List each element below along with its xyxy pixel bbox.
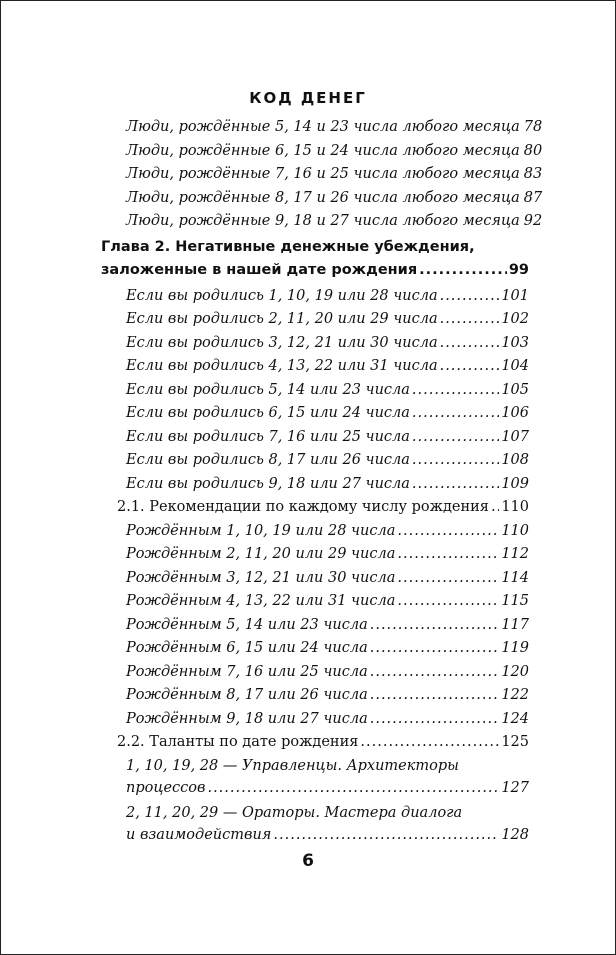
toc-leader — [370, 617, 500, 633]
toc-page-number: 124 — [501, 711, 529, 727]
toc-page-number: 105 — [501, 382, 529, 398]
chapter-title: Глава 2. Негативные денежные убеждения, — [101, 239, 475, 255]
toc-leader — [419, 262, 507, 278]
toc-leader — [397, 570, 499, 586]
toc-entry — [126, 119, 543, 141]
toc-leader — [412, 405, 499, 421]
toc-entry — [126, 546, 529, 568]
toc-entry-title: Если вы родились 3, 12, 21 или 30 числа — [126, 335, 438, 351]
toc-page-number: 92 — [523, 213, 543, 229]
toc-leader — [440, 288, 500, 304]
toc-page-number: 106 — [501, 405, 529, 421]
toc-page-number: 122 — [501, 687, 529, 703]
toc-leader — [207, 780, 499, 796]
toc-entry-title-cont: процессов — [126, 780, 206, 796]
toc-entry-title: Рождённым 1, 10, 19 или 28 числа — [126, 523, 396, 539]
toc-leader — [440, 335, 500, 351]
toc-leader — [360, 734, 499, 750]
toc-entry-title: Если вы родились 8, 17 или 26 числа — [126, 452, 410, 468]
toc-entry — [126, 780, 529, 802]
toc-entry — [126, 452, 529, 474]
toc-leader — [440, 358, 500, 374]
toc-leader — [370, 664, 500, 680]
toc-entry — [126, 405, 529, 427]
toc-leader — [397, 523, 499, 539]
toc-entry-title: Если вы родились 1, 10, 19 или 28 числа — [126, 288, 438, 304]
toc-entry — [126, 570, 529, 592]
toc-leader — [412, 452, 499, 468]
toc-entry — [126, 664, 529, 686]
toc-entry — [126, 827, 529, 849]
toc-leader — [412, 382, 499, 398]
toc-entry-title: Рождённым 5, 14 или 23 числа — [126, 617, 368, 633]
toc-entry-title: Если вы родились 4, 13, 22 или 31 числа — [126, 358, 438, 374]
toc-entry — [126, 617, 529, 639]
section-title: 2.2. Таланты по дате рождения — [117, 734, 359, 750]
toc-entry-title: Рождённым 8, 17 или 26 числа — [126, 687, 368, 703]
toc-entry-title: Если вы родились 9, 18 или 27 числа — [126, 476, 410, 492]
toc-page-number: 80 — [523, 143, 543, 159]
toc-page-number: 103 — [501, 335, 529, 351]
toc-page-number: 87 — [523, 190, 543, 206]
toc-page-number: 109 — [501, 476, 529, 492]
section-page-number: 125 — [501, 734, 529, 750]
toc-leader — [412, 476, 499, 492]
toc-entry — [126, 166, 543, 188]
toc-entry — [126, 687, 529, 709]
toc-entry — [126, 429, 529, 451]
toc-page-number: 112 — [501, 546, 529, 562]
toc-entry-title: Рождённым 3, 12, 21 или 30 числа — [126, 570, 396, 586]
toc-page-number: 128 — [501, 827, 529, 843]
toc-leader — [273, 827, 499, 843]
toc-entry-title: Люди, рождённые 7, 16 и 25 числа любого месяца — [126, 166, 520, 182]
section-title: 2.1. Рекомендации по каждому числу рождения — [117, 499, 489, 515]
toc-entry — [126, 476, 529, 498]
toc-entry — [126, 213, 543, 235]
toc-page-number: 102 — [501, 311, 529, 327]
toc-entry-title: Рождённым 9, 18 или 27 числа — [126, 711, 368, 727]
toc-page-number: 120 — [501, 664, 529, 680]
toc-page-number: 115 — [501, 593, 529, 609]
toc-page-number: 101 — [501, 288, 529, 304]
toc-entry — [126, 523, 529, 545]
chapter-title-cont: заложенные в нашей дате рождения — [101, 262, 418, 278]
toc-entry-title: 1, 10, 19, 28 — Управленцы. Архитекторы — [126, 758, 459, 774]
running-head: КОД ДЕНЕГ — [249, 89, 367, 107]
toc-page-number: 107 — [501, 429, 529, 445]
chapter-page-number: 99 — [508, 262, 529, 278]
toc-entry-title: Люди, рождённые 9, 18 и 27 числа любого месяца — [126, 213, 520, 229]
toc-page-number: 78 — [523, 119, 543, 135]
page-number: 6 — [302, 851, 314, 871]
toc-entry-title: Если вы родились 7, 16 или 25 числа — [126, 429, 410, 445]
toc-entry-title: Люди, рождённые 8, 17 и 26 числа любого месяца — [126, 190, 520, 206]
toc-entry-title: 2, 11, 20, 29 — Ораторы. Мастера диалога — [126, 805, 463, 821]
section-page-number: 110 — [501, 499, 529, 515]
toc-page-number: 108 — [501, 452, 529, 468]
toc-entry — [126, 358, 529, 380]
toc-page-number: 119 — [501, 640, 529, 656]
toc-entry-title: Если вы родились 2, 11, 20 или 29 числа — [126, 311, 438, 327]
toc-leader — [370, 640, 500, 656]
section-entry — [117, 499, 529, 521]
toc-entry — [126, 311, 529, 333]
toc-entry-title: Люди, рождённые 6, 15 и 24 числа любого месяца — [126, 143, 520, 159]
toc-entry — [126, 190, 543, 212]
toc-entry — [126, 143, 543, 165]
toc-page-number: 110 — [501, 523, 529, 539]
section-entry — [117, 734, 529, 756]
toc-leader — [491, 499, 499, 515]
toc-leader — [412, 429, 499, 445]
toc-entry — [126, 335, 529, 357]
toc-entry-title: Рождённым 6, 15 или 24 числа — [126, 640, 368, 656]
toc-entry-title: Рождённым 7, 16 или 25 числа — [126, 664, 368, 680]
toc-entry-title: Если вы родились 6, 15 или 24 числа — [126, 405, 410, 421]
toc-page-number: 127 — [501, 780, 529, 796]
toc-leader — [440, 311, 500, 327]
toc-entry — [126, 382, 529, 404]
toc-entry — [126, 288, 529, 310]
toc-leader — [397, 593, 499, 609]
toc-entry-title: Люди, рождённые 5, 14 и 23 числа любого месяца — [126, 119, 520, 135]
toc-entry-title: Рождённым 2, 11, 20 или 29 числа — [126, 546, 396, 562]
toc-entry-title-cont: и взаимодействия — [126, 827, 272, 843]
toc-page-number: 117 — [501, 617, 529, 633]
toc-page-number: 104 — [501, 358, 529, 374]
chapter-entry — [101, 262, 529, 284]
toc-entry-title: Если вы родились 5, 14 или 23 числа — [126, 382, 410, 398]
toc-entry — [126, 640, 529, 662]
toc-leader — [397, 546, 499, 562]
toc-page-number: 114 — [501, 570, 529, 586]
toc-entry — [126, 711, 529, 733]
toc-entry — [126, 593, 529, 615]
toc-entry-title: Рождённым 4, 13, 22 или 31 числа — [126, 593, 396, 609]
toc-leader — [370, 687, 500, 703]
toc-leader — [370, 711, 500, 727]
toc-page-number: 83 — [523, 166, 543, 182]
